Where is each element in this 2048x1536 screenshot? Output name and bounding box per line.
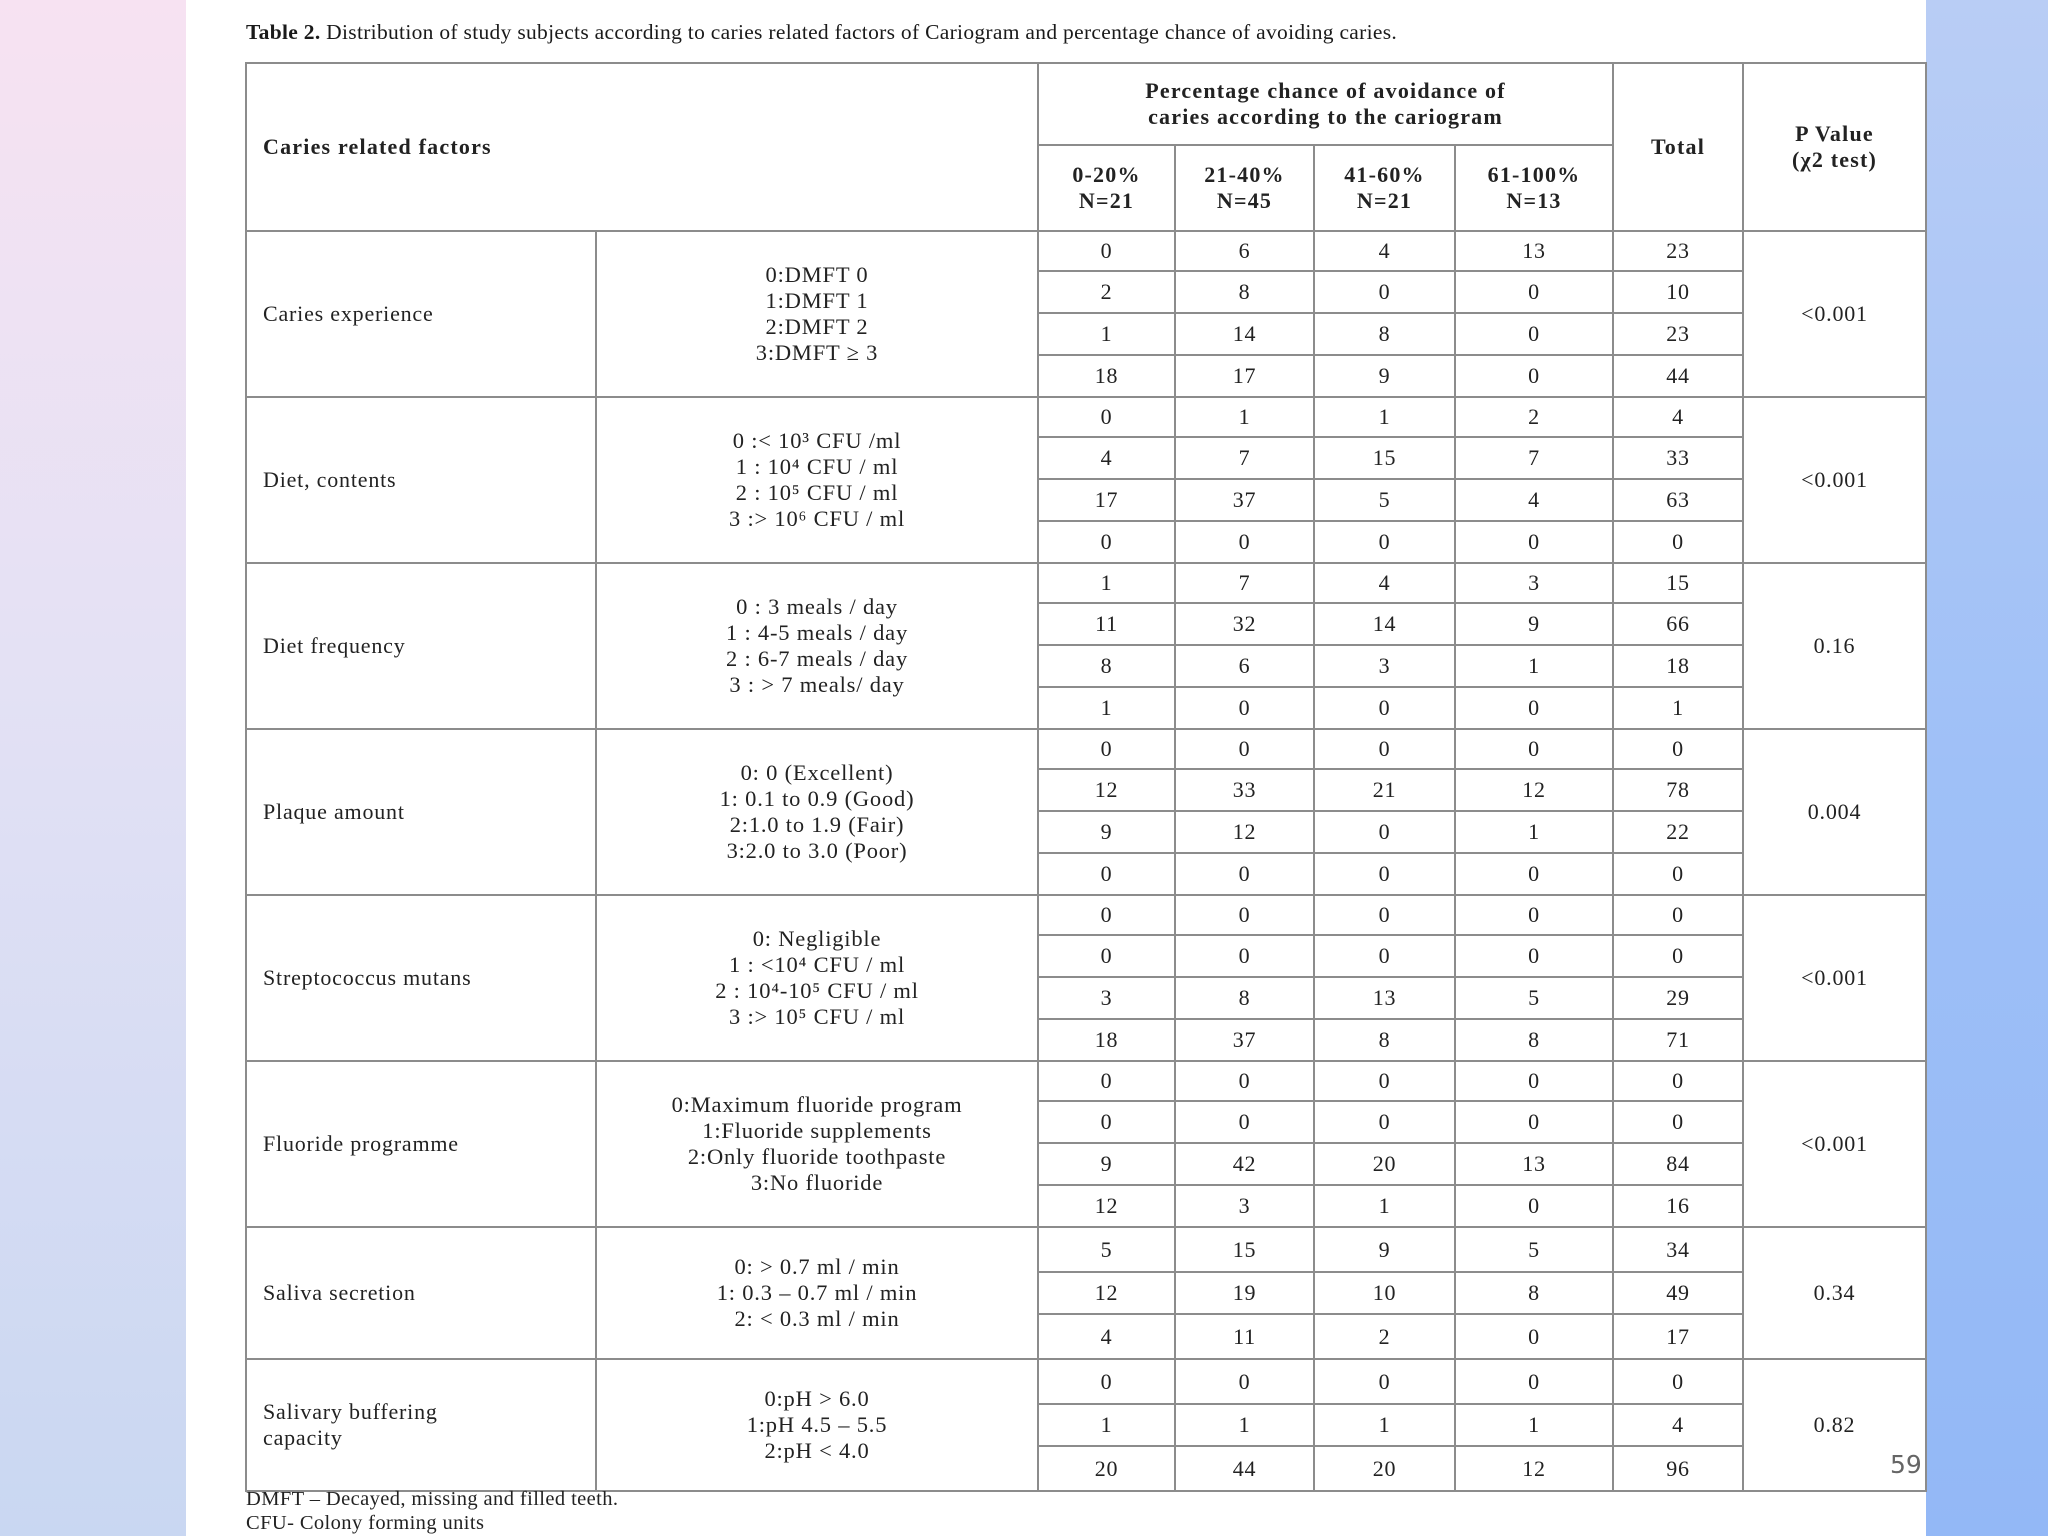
count-cell: 0 bbox=[1314, 687, 1455, 729]
total-cell: 17 bbox=[1613, 1314, 1743, 1359]
count-cell: 6 bbox=[1175, 231, 1314, 271]
count-cell: 0 bbox=[1314, 521, 1455, 563]
count-cell: 9 bbox=[1038, 811, 1175, 853]
page-number: 59 bbox=[1890, 1450, 1922, 1479]
factor-name bbox=[246, 1061, 596, 1227]
total-cell: 4 bbox=[1613, 397, 1743, 437]
count-cell: 0 bbox=[1455, 687, 1613, 729]
count-cell: 12 bbox=[1455, 1446, 1613, 1491]
count-cell: 11 bbox=[1038, 603, 1175, 645]
count-cell: 1 bbox=[1175, 1404, 1314, 1446]
count-cell: 1 bbox=[1038, 1404, 1175, 1446]
total-cell: 84 bbox=[1613, 1143, 1743, 1185]
p-value-cell: 0.82 bbox=[1743, 1359, 1926, 1491]
header-caries-related-factors: Caries related factors bbox=[246, 63, 1038, 231]
total-cell: 4 bbox=[1613, 1404, 1743, 1446]
count-cell: 0 bbox=[1314, 729, 1455, 769]
factor-level-line: 1: 0.3 – 0.7 ml / min bbox=[716, 1280, 918, 1305]
count-cell: 3 bbox=[1314, 645, 1455, 687]
header-group-range: 21-40% bbox=[1204, 162, 1285, 187]
count-cell: 0 bbox=[1455, 521, 1613, 563]
count-cell: 8 bbox=[1038, 645, 1175, 687]
count-cell: 13 bbox=[1455, 231, 1613, 271]
table-row bbox=[246, 1227, 1926, 1272]
total-cell: 66 bbox=[1613, 603, 1743, 645]
count-cell: 8 bbox=[1175, 271, 1314, 313]
count-cell: 5 bbox=[1455, 977, 1613, 1019]
factor-levels bbox=[596, 895, 1038, 1061]
count-cell: 11 bbox=[1175, 1314, 1314, 1359]
table-row bbox=[246, 729, 1926, 769]
count-cell: 0 bbox=[1314, 853, 1455, 895]
count-cell: 0 bbox=[1038, 231, 1175, 271]
count-cell: 0 bbox=[1455, 935, 1613, 977]
count-cell: 12 bbox=[1038, 1272, 1175, 1314]
count-cell: 14 bbox=[1175, 313, 1314, 355]
count-cell: 0 bbox=[1038, 853, 1175, 895]
factor-level-line: 2: < 0.3 ml / min bbox=[734, 1306, 900, 1331]
count-cell: 2 bbox=[1455, 397, 1613, 437]
factor-name bbox=[246, 397, 596, 563]
factor-level-line: 0:pH > 6.0 bbox=[764, 1386, 870, 1411]
factor-name bbox=[246, 895, 596, 1061]
total-cell: 23 bbox=[1613, 231, 1743, 271]
count-cell: 15 bbox=[1314, 437, 1455, 479]
header-group-3 bbox=[1455, 145, 1613, 231]
factor-level-line: 0 : 3 meals / day bbox=[736, 594, 898, 619]
factor-level-line: 1:DMFT 1 bbox=[765, 288, 869, 313]
count-cell: 0 bbox=[1455, 313, 1613, 355]
factor-level-line: 0 :< 10³ CFU /ml bbox=[732, 428, 902, 453]
factor-level-line: 1: 0.1 to 0.9 (Good) bbox=[719, 786, 915, 811]
factor-level-line: 3 : > 7 meals/ day bbox=[729, 672, 905, 697]
factor-name-line: Plaque amount bbox=[263, 799, 405, 824]
factor-name bbox=[246, 1359, 596, 1491]
table-row bbox=[246, 563, 1926, 603]
factor-level-line: 1 : 10⁴ CFU / ml bbox=[735, 454, 899, 479]
header-total: Total bbox=[1613, 63, 1743, 231]
factor-level-line: 1:Fluoride supplements bbox=[702, 1118, 932, 1143]
table-row bbox=[246, 1061, 1926, 1101]
factor-level-line: 2 : 10⁵ CFU / ml bbox=[735, 480, 899, 505]
total-cell: 29 bbox=[1613, 977, 1743, 1019]
count-cell: 15 bbox=[1175, 1227, 1314, 1272]
count-cell: 7 bbox=[1175, 437, 1314, 479]
count-cell: 0 bbox=[1455, 853, 1613, 895]
factor-level-line: 2:Only fluoride toothpaste bbox=[687, 1144, 947, 1169]
factor-name-line: Salivary buffering bbox=[263, 1399, 438, 1424]
count-cell: 0 bbox=[1038, 1101, 1175, 1143]
total-cell: 23 bbox=[1613, 313, 1743, 355]
count-cell: 21 bbox=[1314, 769, 1455, 811]
total-cell: 18 bbox=[1613, 645, 1743, 687]
count-cell: 7 bbox=[1175, 563, 1314, 603]
factor-level-line: 1:pH 4.5 – 5.5 bbox=[746, 1412, 888, 1437]
count-cell: 0 bbox=[1455, 1101, 1613, 1143]
factor-name bbox=[246, 563, 596, 729]
count-cell: 10 bbox=[1314, 1272, 1455, 1314]
count-cell: 3 bbox=[1038, 977, 1175, 1019]
count-cell: 9 bbox=[1314, 1227, 1455, 1272]
total-cell: 0 bbox=[1613, 853, 1743, 895]
footnote-cfu: CFU- Colony forming units bbox=[246, 1512, 485, 1534]
factor-level-line: 3:DMFT ≥ 3 bbox=[755, 340, 879, 365]
total-cell: 15 bbox=[1613, 563, 1743, 603]
factor-levels bbox=[596, 231, 1038, 397]
count-cell: 0 bbox=[1175, 1101, 1314, 1143]
count-cell: 8 bbox=[1314, 1019, 1455, 1061]
count-cell: 3 bbox=[1175, 1185, 1314, 1227]
factor-levels bbox=[596, 1061, 1038, 1227]
count-cell: 9 bbox=[1038, 1143, 1175, 1185]
count-cell: 9 bbox=[1314, 355, 1455, 397]
factor-level-line: 3 :> 10⁵ CFU / ml bbox=[728, 1004, 906, 1029]
count-cell: 20 bbox=[1038, 1446, 1175, 1491]
factor-level-line: 2:1.0 to 1.9 (Fair) bbox=[729, 812, 905, 837]
factor-name-line: capacity bbox=[263, 1425, 343, 1450]
header-group-range: 61-100% bbox=[1487, 162, 1581, 187]
count-cell: 19 bbox=[1175, 1272, 1314, 1314]
count-cell: 42 bbox=[1175, 1143, 1314, 1185]
factor-name-line: Caries experience bbox=[263, 301, 434, 326]
total-cell: 96 bbox=[1613, 1446, 1743, 1491]
count-cell: 13 bbox=[1314, 977, 1455, 1019]
count-cell: 0 bbox=[1175, 1061, 1314, 1101]
table-row bbox=[246, 1359, 1926, 1404]
p-value-cell: <0.001 bbox=[1743, 1061, 1926, 1227]
total-cell: 34 bbox=[1613, 1227, 1743, 1272]
factor-name-line: Diet, contents bbox=[263, 467, 397, 492]
count-cell: 4 bbox=[1038, 437, 1175, 479]
count-cell: 0 bbox=[1455, 895, 1613, 935]
header-group-n: N=21 bbox=[1078, 188, 1135, 213]
table-row bbox=[246, 231, 1926, 271]
left-background-strip bbox=[0, 0, 186, 1536]
p-value-cell: 0.004 bbox=[1743, 729, 1926, 895]
factor-level-line: 2:DMFT 2 bbox=[765, 314, 869, 339]
count-cell: 5 bbox=[1455, 1227, 1613, 1272]
count-cell: 1 bbox=[1455, 811, 1613, 853]
total-cell: 0 bbox=[1613, 729, 1743, 769]
count-cell: 0 bbox=[1455, 1359, 1613, 1404]
p-value-cell: 0.16 bbox=[1743, 563, 1926, 729]
count-cell: 12 bbox=[1038, 1185, 1175, 1227]
factor-name bbox=[246, 231, 596, 397]
factor-level-line: 0:DMFT 0 bbox=[765, 262, 869, 287]
count-cell: 9 bbox=[1455, 603, 1613, 645]
count-cell: 0 bbox=[1175, 935, 1314, 977]
factor-level-line: 1 : <10⁴ CFU / ml bbox=[728, 952, 906, 977]
count-cell: 1 bbox=[1038, 563, 1175, 603]
count-cell: 1 bbox=[1314, 1404, 1455, 1446]
total-cell: 0 bbox=[1613, 935, 1743, 977]
count-cell: 5 bbox=[1314, 479, 1455, 521]
total-cell: 0 bbox=[1613, 895, 1743, 935]
total-cell: 63 bbox=[1613, 479, 1743, 521]
count-cell: 0 bbox=[1175, 729, 1314, 769]
count-cell: 1 bbox=[1314, 1185, 1455, 1227]
count-cell: 18 bbox=[1038, 355, 1175, 397]
count-cell: 0 bbox=[1175, 1359, 1314, 1404]
count-cell: 5 bbox=[1038, 1227, 1175, 1272]
caption-text: Distribution of study subjects according to caries related factors of Cariogram and percentage chance of avoiding caries. bbox=[320, 20, 1398, 44]
total-cell: 49 bbox=[1613, 1272, 1743, 1314]
count-cell: 1 bbox=[1038, 313, 1175, 355]
table-caption bbox=[246, 20, 1397, 45]
factor-level-line: 2:pH < 4.0 bbox=[764, 1438, 870, 1463]
count-cell: 0 bbox=[1455, 1185, 1613, 1227]
count-cell: 18 bbox=[1038, 1019, 1175, 1061]
header-pvalue-line2: (χ2 test) bbox=[1791, 147, 1878, 172]
count-cell: 20 bbox=[1314, 1143, 1455, 1185]
count-cell: 0 bbox=[1314, 271, 1455, 313]
header-group-2 bbox=[1314, 145, 1455, 231]
count-cell: 2 bbox=[1314, 1314, 1455, 1359]
header-group-range: 41-60% bbox=[1344, 162, 1425, 187]
factor-name-line: Diet frequency bbox=[263, 633, 406, 658]
total-cell: 0 bbox=[1613, 521, 1743, 563]
count-cell: 3 bbox=[1455, 563, 1613, 603]
total-cell: 44 bbox=[1613, 355, 1743, 397]
count-cell: 12 bbox=[1038, 769, 1175, 811]
count-cell: 0 bbox=[1175, 895, 1314, 935]
factor-level-line: 2 : 6-7 meals / day bbox=[725, 646, 909, 671]
count-cell: 0 bbox=[1455, 1314, 1613, 1359]
count-cell: 0 bbox=[1038, 1061, 1175, 1101]
count-cell: 13 bbox=[1455, 1143, 1613, 1185]
count-cell: 0 bbox=[1314, 811, 1455, 853]
count-cell: 7 bbox=[1455, 437, 1613, 479]
count-cell: 4 bbox=[1455, 479, 1613, 521]
count-cell: 17 bbox=[1038, 479, 1175, 521]
count-cell: 37 bbox=[1175, 1019, 1314, 1061]
total-cell: 33 bbox=[1613, 437, 1743, 479]
factor-level-line: 0:Maximum fluoride program bbox=[671, 1092, 963, 1117]
count-cell: 0 bbox=[1038, 397, 1175, 437]
total-cell: 1 bbox=[1613, 687, 1743, 729]
factor-name-line: Fluoride programme bbox=[263, 1131, 459, 1156]
header-group-n: N=21 bbox=[1356, 188, 1413, 213]
total-cell: 22 bbox=[1613, 811, 1743, 853]
table-body bbox=[246, 231, 1926, 1491]
p-value-cell: <0.001 bbox=[1743, 231, 1926, 397]
count-cell: 1 bbox=[1455, 645, 1613, 687]
p-value-cell: 0.34 bbox=[1743, 1227, 1926, 1359]
table-row bbox=[246, 895, 1926, 935]
count-cell: 0 bbox=[1314, 1101, 1455, 1143]
header-group-0 bbox=[1038, 145, 1175, 231]
p-value-cell: <0.001 bbox=[1743, 397, 1926, 563]
header-pvalue-line1: P Value bbox=[1795, 121, 1874, 146]
caries-factors-table bbox=[245, 62, 1927, 1492]
count-cell: 0 bbox=[1038, 895, 1175, 935]
footnote-dmft: DMFT – Decayed, missing and filled teeth. bbox=[246, 1488, 619, 1510]
count-cell: 0 bbox=[1175, 687, 1314, 729]
table-row bbox=[246, 397, 1926, 437]
count-cell: 32 bbox=[1175, 603, 1314, 645]
right-background-strip bbox=[1926, 0, 2048, 1536]
count-cell: 17 bbox=[1175, 355, 1314, 397]
count-cell: 8 bbox=[1175, 977, 1314, 1019]
count-cell: 0 bbox=[1038, 521, 1175, 563]
count-cell: 44 bbox=[1175, 1446, 1314, 1491]
count-cell: 12 bbox=[1455, 769, 1613, 811]
factor-level-line: 3:No fluoride bbox=[750, 1170, 884, 1195]
count-cell: 8 bbox=[1455, 1019, 1613, 1061]
table-header bbox=[246, 63, 1926, 231]
count-cell: 2 bbox=[1038, 271, 1175, 313]
count-cell: 0 bbox=[1455, 1061, 1613, 1101]
factor-name-line: Streptococcus mutans bbox=[263, 965, 472, 990]
count-cell: 0 bbox=[1314, 895, 1455, 935]
count-cell: 6 bbox=[1175, 645, 1314, 687]
count-cell: 12 bbox=[1175, 811, 1314, 853]
factor-level-line: 0: Negligible bbox=[752, 926, 882, 951]
count-cell: 4 bbox=[1314, 563, 1455, 603]
count-cell: 4 bbox=[1038, 1314, 1175, 1359]
total-cell: 16 bbox=[1613, 1185, 1743, 1227]
count-cell: 33 bbox=[1175, 769, 1314, 811]
header-p-value bbox=[1743, 63, 1926, 231]
factor-levels bbox=[596, 1359, 1038, 1491]
factor-level-line: 3 :> 10⁶ CFU / ml bbox=[728, 506, 906, 531]
header-group-line2: caries according to the cariogram bbox=[1148, 104, 1503, 129]
factor-name bbox=[246, 729, 596, 895]
count-cell: 1 bbox=[1314, 397, 1455, 437]
caption-label: Table 2. bbox=[246, 20, 321, 44]
factor-name-line: Saliva secretion bbox=[263, 1280, 416, 1305]
count-cell: 0 bbox=[1314, 935, 1455, 977]
total-cell: 0 bbox=[1613, 1061, 1743, 1101]
total-cell: 78 bbox=[1613, 769, 1743, 811]
count-cell: 0 bbox=[1314, 1061, 1455, 1101]
count-cell: 20 bbox=[1314, 1446, 1455, 1491]
count-cell: 8 bbox=[1455, 1272, 1613, 1314]
factor-level-line: 3:2.0 to 3.0 (Poor) bbox=[726, 838, 908, 863]
count-cell: 0 bbox=[1038, 935, 1175, 977]
header-group-line1: Percentage chance of avoidance of bbox=[1145, 78, 1506, 103]
p-value-cell: <0.001 bbox=[1743, 895, 1926, 1061]
count-cell: 4 bbox=[1314, 231, 1455, 271]
count-cell: 0 bbox=[1314, 1359, 1455, 1404]
count-cell: 1 bbox=[1455, 1404, 1613, 1446]
total-cell: 0 bbox=[1613, 1101, 1743, 1143]
count-cell: 0 bbox=[1455, 729, 1613, 769]
count-cell: 1 bbox=[1175, 397, 1314, 437]
header-group-1 bbox=[1175, 145, 1314, 231]
count-cell: 0 bbox=[1038, 1359, 1175, 1404]
factor-levels bbox=[596, 729, 1038, 895]
factor-name bbox=[246, 1227, 596, 1359]
header-group-n: N=13 bbox=[1506, 188, 1562, 213]
factor-level-line: 1 : 4-5 meals / day bbox=[725, 620, 909, 645]
factor-level-line: 0: > 0.7 ml / min bbox=[734, 1254, 900, 1279]
factor-level-line: 2 : 10⁴-10⁵ CFU / ml bbox=[715, 978, 919, 1003]
total-cell: 10 bbox=[1613, 271, 1743, 313]
total-cell: 71 bbox=[1613, 1019, 1743, 1061]
factor-levels bbox=[596, 563, 1038, 729]
factor-level-line: 0: 0 (Excellent) bbox=[740, 760, 894, 785]
factor-levels bbox=[596, 1227, 1038, 1359]
total-cell: 0 bbox=[1613, 1359, 1743, 1404]
header-percentage-group bbox=[1038, 63, 1613, 145]
count-cell: 0 bbox=[1038, 729, 1175, 769]
factor-levels bbox=[596, 397, 1038, 563]
header-group-range: 0-20% bbox=[1072, 162, 1141, 187]
header-group-n: N=45 bbox=[1216, 188, 1273, 213]
count-cell: 0 bbox=[1175, 853, 1314, 895]
count-cell: 0 bbox=[1455, 355, 1613, 397]
count-cell: 0 bbox=[1175, 521, 1314, 563]
count-cell: 1 bbox=[1038, 687, 1175, 729]
count-cell: 8 bbox=[1314, 313, 1455, 355]
count-cell: 37 bbox=[1175, 479, 1314, 521]
count-cell: 0 bbox=[1455, 271, 1613, 313]
count-cell: 14 bbox=[1314, 603, 1455, 645]
